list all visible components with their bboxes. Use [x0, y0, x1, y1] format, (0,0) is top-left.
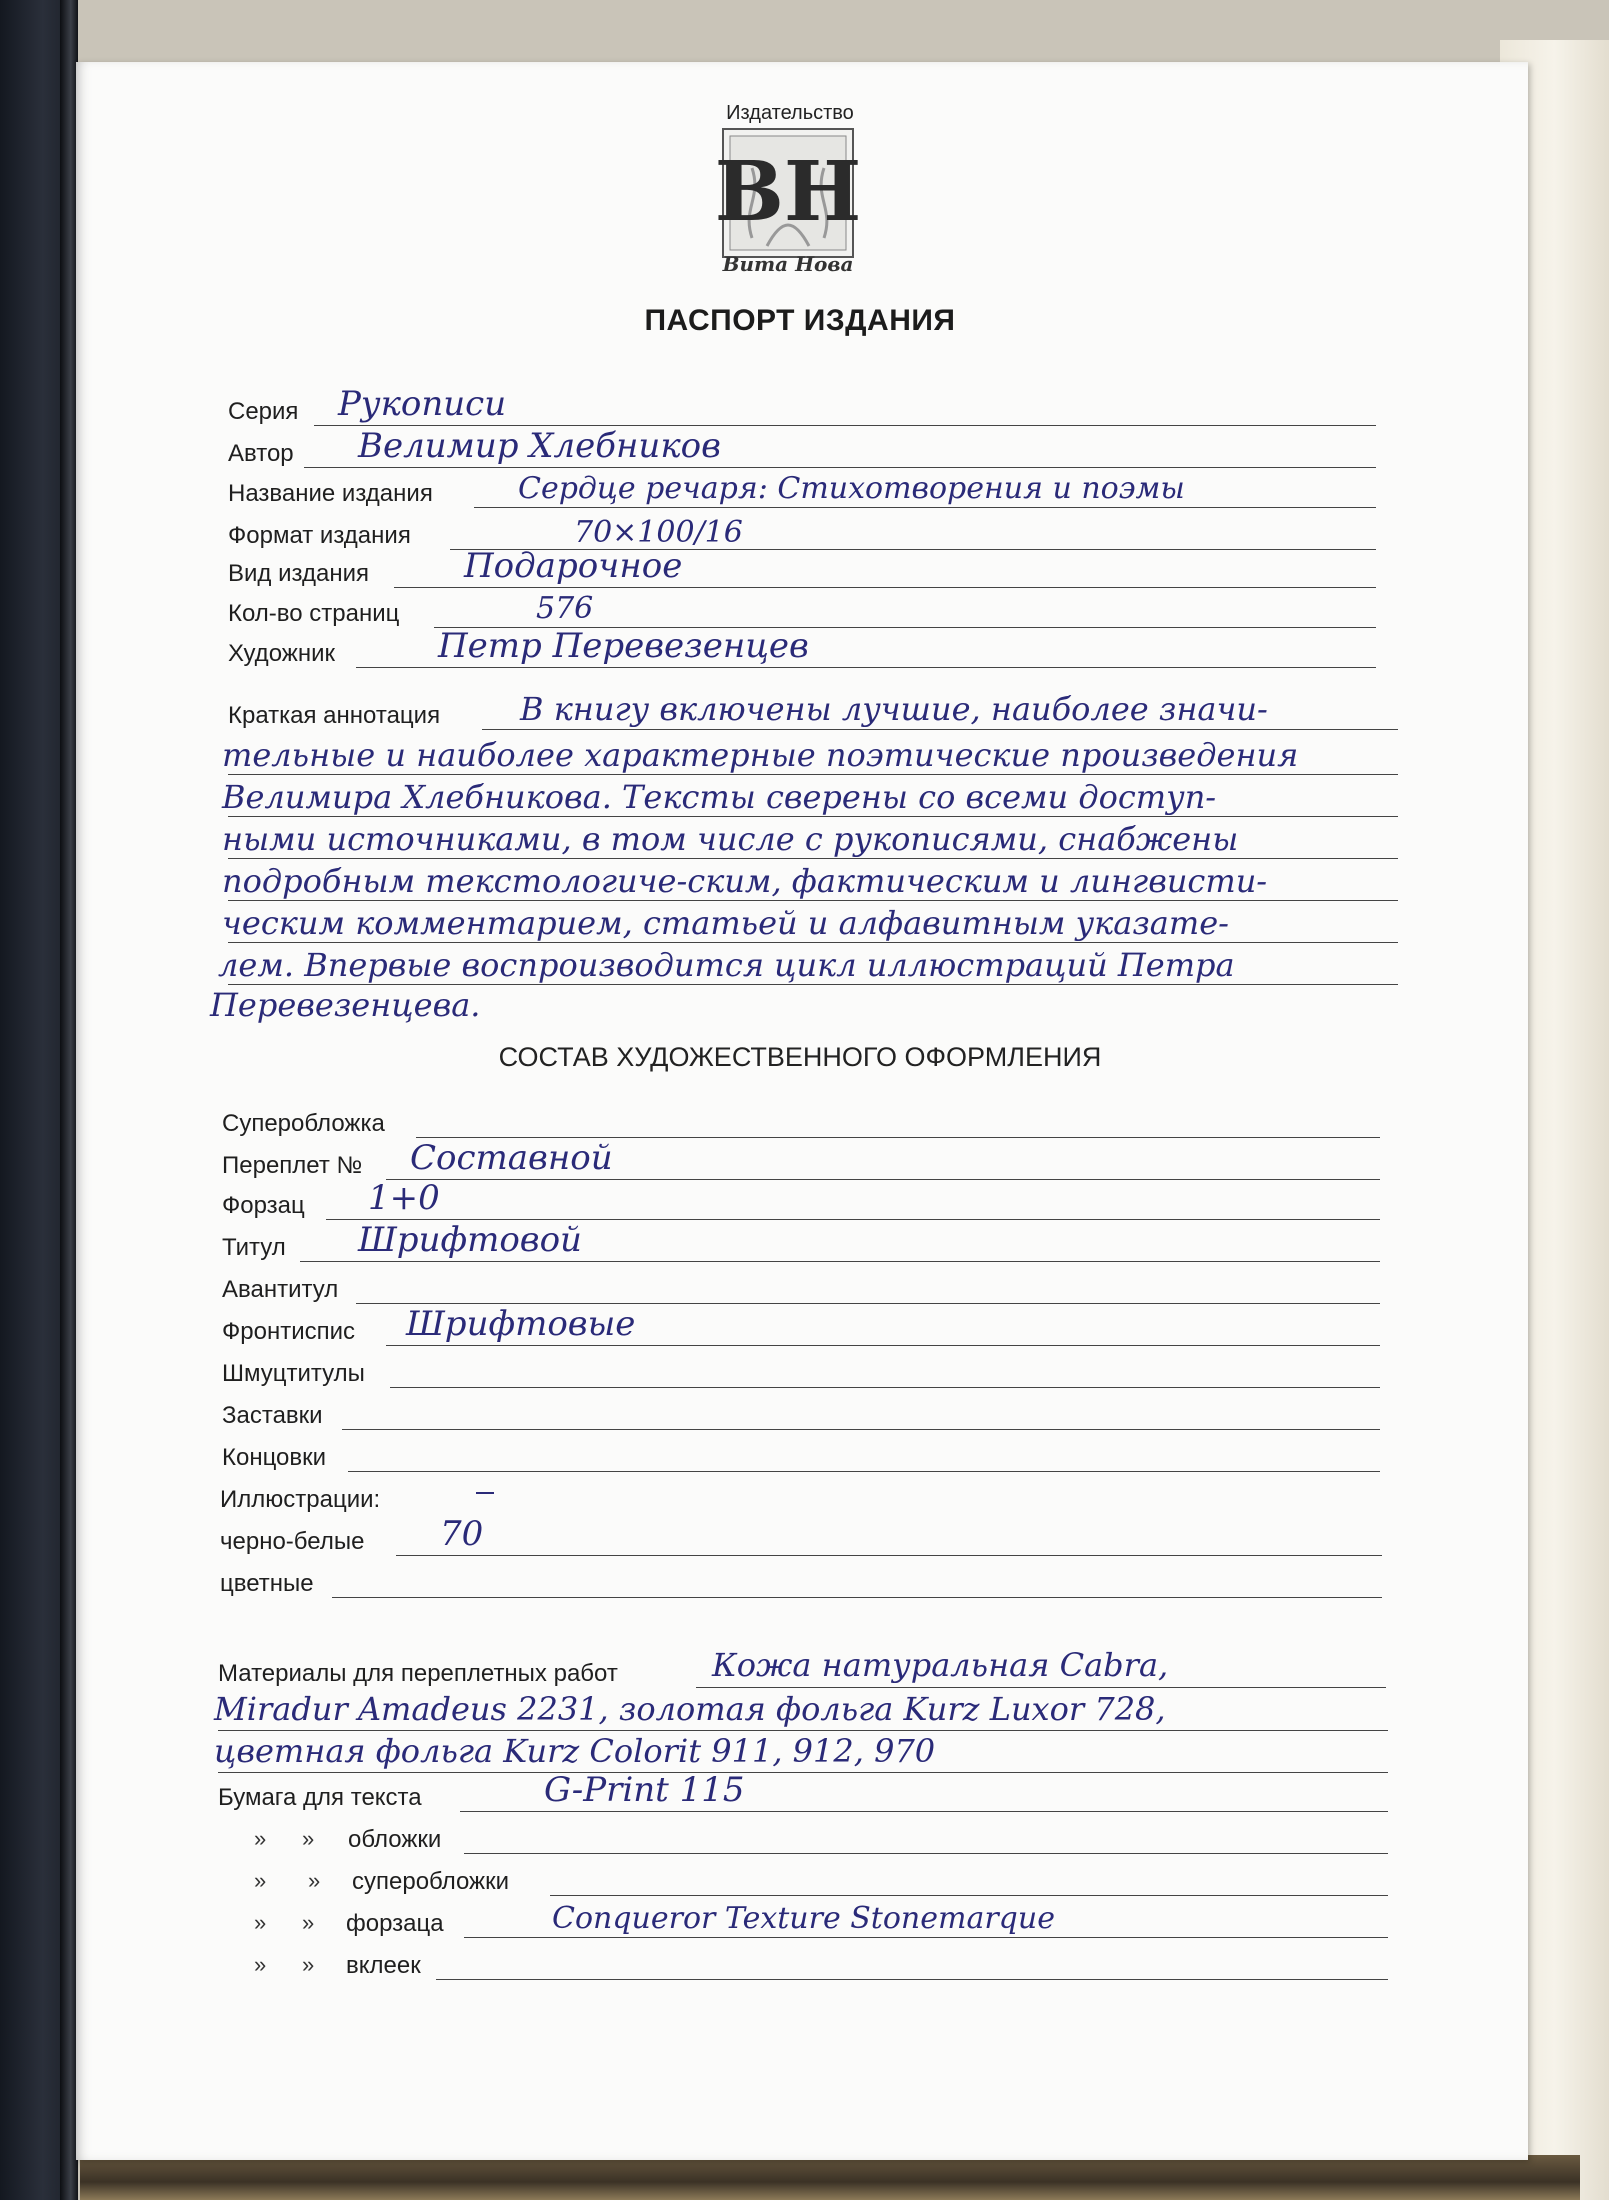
annotation-line: лем. Впервые воспроизводится цикл иллюстраций Петра	[218, 946, 1235, 984]
field-value: 70	[440, 1514, 484, 1554]
field-endpaper-paper	[218, 1898, 1388, 1942]
field-line	[696, 1687, 1386, 1688]
field-edition-title	[228, 468, 1376, 512]
field-cover-paper	[218, 1814, 1388, 1858]
field-value: Шрифтовой	[358, 1220, 582, 1260]
annotation-line: Велимира Хлебникова. Тексты сверены со всеми доступ-	[222, 778, 1217, 816]
field-value: G-Print 115	[544, 1770, 745, 1810]
field-label: цветные	[220, 1570, 314, 1597]
annotation-line: ческим комментарием, статьей и алфавитным указате-	[222, 904, 1229, 942]
field-text-paper	[218, 1772, 1388, 1816]
field-line	[300, 1261, 1380, 1262]
annotation-guide	[228, 774, 1398, 775]
field-label: Переплет №	[222, 1152, 363, 1179]
materials-line: Miradur Amadeus 2231, золотая фольга Kurz Luxor 728,	[214, 1690, 1166, 1728]
annotation-guide	[228, 858, 1398, 859]
logo-letters: ВН	[714, 144, 862, 240]
field-line	[356, 667, 1376, 668]
field-value: Рукописи	[338, 384, 507, 424]
field-label: Иллюстрации:	[220, 1486, 381, 1513]
field-value: 70×100/16	[574, 515, 743, 550]
ditto-mark: »	[254, 1826, 267, 1851]
field-headpieces	[222, 1390, 1380, 1434]
annotation-guide	[228, 942, 1398, 943]
annotation-line: ными источниками, в том числе с рукописями, снабжены	[222, 820, 1239, 858]
illustrations-dash	[476, 1492, 494, 1494]
materials-line: Кожа натуральная Cabra,	[712, 1646, 1169, 1684]
annotation-guide	[228, 816, 1398, 817]
annotation-line: В книгу включены лучшие, наиболее значи-	[520, 690, 1268, 728]
field-line	[464, 1853, 1388, 1854]
field-bw-illustrations	[220, 1516, 1382, 1560]
ditto-mark: »	[302, 1952, 315, 1977]
page-title: ПАСПОРТ ИЗДАНИЯ	[644, 304, 956, 337]
materials-line: цветная фольга Kurz Colorit 911, 912, 970	[214, 1732, 936, 1770]
field-label: Авантитул	[222, 1276, 339, 1303]
materials-guide	[218, 1730, 1388, 1731]
ditto-mark: »	[254, 1952, 267, 1977]
field-label: Суперобложка	[222, 1110, 385, 1137]
field-label: Кол-во страниц	[228, 600, 400, 627]
field-label: Фронтиспис	[222, 1318, 355, 1345]
field-line	[390, 1387, 1380, 1388]
field-line	[396, 1555, 1382, 1556]
field-label: Краткая аннотация	[228, 702, 441, 729]
field-label: вклеек	[346, 1952, 421, 1979]
publisher-logo-name: Вита Нова	[722, 252, 854, 276]
field-label: Концовки	[222, 1444, 327, 1471]
field-line	[550, 1895, 1388, 1896]
field-color-illustrations	[220, 1558, 1382, 1602]
ditto-mark: »	[308, 1868, 321, 1893]
field-line	[386, 1345, 1380, 1346]
field-label: Художник	[228, 640, 335, 667]
field-value: Велимир Хлебников	[358, 426, 721, 466]
field-value: Сердце речаря: Стихотворения и поэмы	[518, 471, 1185, 506]
field-value: Составной	[410, 1138, 613, 1178]
field-frontispiece	[222, 1306, 1380, 1350]
field-insert-paper	[218, 1940, 1388, 1984]
field-label: Автор	[228, 440, 294, 467]
field-value: Петр Перевезенцев	[438, 626, 809, 666]
field-line	[460, 1811, 1388, 1812]
field-series	[228, 386, 1376, 430]
annotation-guide	[228, 900, 1398, 901]
field-artist	[228, 628, 1376, 672]
field-label: Материалы для переплетных работ	[218, 1660, 618, 1687]
field-label: Формат издания	[228, 522, 411, 549]
publisher-label: Издательство	[726, 102, 854, 124]
field-label: Название издания	[228, 480, 433, 507]
field-value: Conqueror Texture Stonemarque	[552, 1901, 1055, 1936]
field-line	[348, 1471, 1380, 1472]
field-label: Бумага для текста	[218, 1784, 422, 1811]
field-author	[228, 428, 1376, 472]
field-half-title	[222, 1264, 1380, 1308]
field-label: Шмуцтитулы	[222, 1360, 365, 1387]
book-bottom-edge	[80, 2155, 1580, 2200]
field-line	[482, 729, 1398, 730]
field-label: Заставки	[222, 1402, 323, 1429]
field-tailpieces	[222, 1432, 1380, 1476]
field-value: Подарочное	[464, 546, 683, 586]
annotation-line: тельные и наиболее характерные поэтические произведения	[222, 736, 1299, 774]
field-title-page	[222, 1222, 1380, 1266]
field-label: Форзац	[222, 1192, 305, 1219]
annotation-guide	[228, 984, 1398, 985]
field-label: обложки	[348, 1826, 442, 1853]
field-label: суперобложки	[352, 1868, 510, 1895]
ditto-mark: »	[302, 1910, 315, 1935]
field-label: Титул	[222, 1234, 286, 1261]
field-label: Серия	[228, 398, 299, 425]
section-title: СОСТАВ ХУДОЖЕСТВЕННОГО ОФОРМЛЕНИЯ	[498, 1042, 1102, 1072]
field-value: Шрифтовые	[406, 1304, 636, 1344]
field-label: форзаца	[346, 1910, 444, 1937]
field-section-titles	[222, 1348, 1380, 1392]
field-jacket-paper	[218, 1856, 1388, 1900]
field-dust-jacket	[222, 1098, 1380, 1142]
ditto-mark: »	[254, 1868, 267, 1893]
field-line	[474, 507, 1376, 508]
field-endpaper	[222, 1180, 1380, 1224]
field-value: 576	[536, 591, 594, 626]
field-line	[436, 1979, 1388, 1980]
field-line	[342, 1429, 1380, 1430]
field-illustrations	[220, 1474, 1380, 1518]
annotation-line: Перевезенцева.	[210, 986, 481, 1024]
field-value: 1+0	[368, 1178, 440, 1218]
ditto-mark: »	[302, 1826, 315, 1851]
field-label: Вид издания	[228, 560, 369, 587]
field-label: черно-белые	[220, 1528, 365, 1555]
field-edition-type	[228, 548, 1376, 592]
field-line	[332, 1597, 1382, 1598]
annotation-line: подробным текстологиче-ским, фактическим и лингвисти-	[222, 862, 1268, 900]
ditto-mark: »	[254, 1910, 267, 1935]
field-line	[464, 1937, 1388, 1938]
